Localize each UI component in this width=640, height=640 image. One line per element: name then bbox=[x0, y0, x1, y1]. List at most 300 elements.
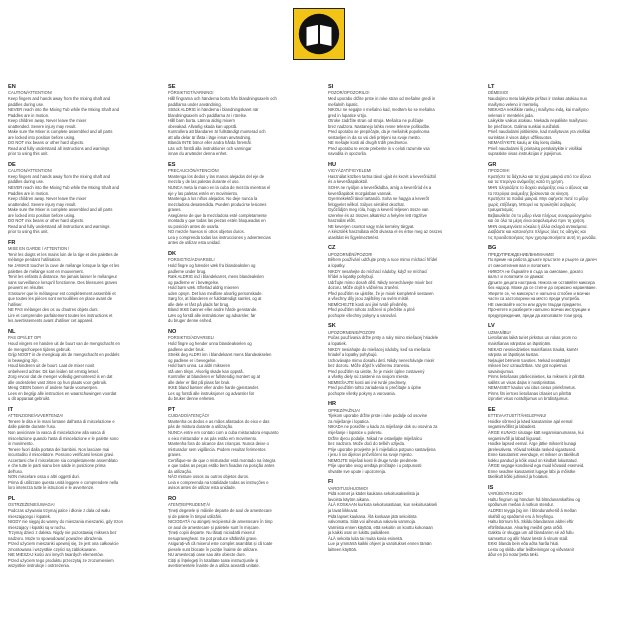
warning-text-line: e que todas as peças estão bem fixadas na posição antes bbox=[168, 463, 275, 469]
warning-text-line: mieszający i łopatki są w ruchu. bbox=[8, 524, 66, 530]
warning-text-line: Ræk ALDRIG ind i blandekarret, mens blandeakslen bbox=[168, 274, 264, 280]
warning-text-line: Læs og forstå alle instruktioner og advarsler, før bbox=[168, 312, 256, 318]
warning-section-cz bbox=[328, 245, 476, 318]
warning-section-gr bbox=[488, 162, 636, 241]
warning-text-line: Kontrollera att blandaren är fullständigt monterad och bbox=[168, 129, 266, 135]
warning-text-line: Meng GEEN bonen of andere harde voorwerpen. bbox=[8, 385, 99, 391]
warning-text-line: Paddles are in motion. bbox=[8, 190, 50, 196]
warning-text-line: ÄLÄ sekoita luita tai muita kovia esineitä. bbox=[328, 535, 404, 541]
language-code: PT bbox=[168, 406, 176, 413]
warning-text-line: Hold fingre og hender unna blandeakselen og bbox=[168, 340, 252, 346]
warning-text-line: NON miscelare ossa o altri oggetti duri. bbox=[8, 474, 81, 480]
warning-text-line: vārpsta un lāpstiņas kustas. bbox=[488, 352, 540, 358]
warning-text-line: täielikult kõiki juhiseid ja hoiatusi. bbox=[488, 474, 549, 480]
warning-text-line: Make sure the Mixer is complete assembled and all parts bbox=[8, 207, 113, 213]
warning-text-line: Κρατήστε τα δάχτυλα και τα χέρια μακριά από τον άξονα bbox=[488, 173, 591, 179]
warning-title: UZMANĪBU! bbox=[488, 329, 511, 335]
language-code: ES bbox=[168, 161, 176, 168]
warning-text-line: felügyelet nélkül. Súlyos sérülést okozhat. bbox=[328, 201, 405, 207]
warning-section-it bbox=[8, 407, 156, 491]
warning-title: FORSIGTIG/ADVARSEL! bbox=[168, 257, 215, 263]
warning-text-line: Prije uporabe ovog uređaja pročitajte i u potpunosti bbox=[328, 463, 422, 469]
warning-text-line: Tenir les enfants à distance. Ne jamais laisser le mélangeur bbox=[8, 274, 118, 280]
warning-text-line: surinktas ir visos dalys užfiksuotos. bbox=[488, 134, 553, 140]
warning-text-line: mikseri bez uzraudzības. Var gūt nopietnus bbox=[488, 363, 568, 369]
warning-text-line: ÄLÄ KOSKAAN kurkota sekoitusastiaan, kun sekoitusakseli bbox=[328, 502, 438, 508]
warning-text-line: Tenir les doigts et les mains loin de la tige et des palettes de bbox=[8, 251, 119, 257]
warning-text-line: eje y las paletas estén en movimiento. bbox=[168, 190, 239, 196]
warning-text-line: Asegúrese de que la mezcladora esté completamente bbox=[168, 212, 267, 218]
warning-text-line: Neļaujiet bērniem tuvoties. Nekad neatstājiet bbox=[488, 357, 570, 363]
warning-text-line: padlene under bruk. bbox=[168, 346, 205, 352]
warning-text-line: Gakktu úr skugga um að blandarinn sé að fullu bbox=[488, 530, 574, 536]
warning-text-line: ja kaikki osat on lukittu paikalleen. bbox=[328, 530, 391, 536]
warning-text-line: Hold barn unna. La aldri mikseren bbox=[168, 363, 231, 369]
warning-text-line: segamisvõll ja labad liiguvad. bbox=[488, 435, 542, 441]
warning-text-line: Během používání udržujte prsty a ruce mimo míchací hřídel bbox=[328, 257, 438, 263]
warning-text-line: skaftið og spaðarnir eru á hreyfingu. bbox=[488, 513, 555, 519]
warning-text-line: Țineți copiii departe. Nu lăsați niciodată mixerul bbox=[168, 530, 255, 536]
warning-title: ATENȚIE/PRUDENȚĂ! bbox=[168, 502, 211, 508]
warning-text-line: Kontroller at blanderen er fullstendig montert og at bbox=[168, 374, 261, 380]
warning-section-fr bbox=[8, 240, 156, 324]
warning-text-line: shvatite sve upute i upozorenja. bbox=[328, 468, 387, 474]
warning-title: VAROITUS/HUOMIO! bbox=[328, 485, 369, 491]
warning-section-es bbox=[168, 162, 316, 246]
warning-text-line: Przed użyciem tego produktu przeczytaj ze zrozumieniem bbox=[8, 557, 114, 563]
warning-text-line: navodila in opozorila. bbox=[328, 151, 367, 157]
warning-text-line: Pidä lapset kaukana. Älä koskaan jätä sekoitinta bbox=[328, 513, 417, 519]
warning-text-line: wszystkie instrukcje i ostrzeżenia. bbox=[8, 563, 70, 569]
warning-text-line: Gyermekektől távol tartandó. Soha ne hagyja a keverőt bbox=[328, 196, 429, 202]
warning-text-line: Pred použitím sa uistite, že je mixér úplne zostavený bbox=[328, 368, 425, 374]
warning-text-line: uden opsyn. Det kan medføre alvorlig personskade. bbox=[168, 290, 263, 296]
warning-section-en bbox=[8, 84, 156, 157]
warning-text-line: Grijp NOOIT in de mengkuip als de mengschacht en peddels bbox=[8, 352, 120, 358]
warning-text-line: Håll fingrarna och händerna borta från blandningsaxeln och bbox=[168, 95, 277, 101]
warning-title: FORSIKTIG/ADVARSEL! bbox=[168, 335, 215, 341]
warning-text-line: NU amestecați oase sau alte obiecte dure. bbox=[168, 552, 246, 558]
warning-text-line: nesupravegheat. Se pot produce vătămări grave. bbox=[168, 535, 258, 541]
warning-text-line: Před použitím se ujistěte, že je mixér kompletně sestaven bbox=[328, 290, 434, 296]
language-code: SE bbox=[168, 84, 176, 90]
warning-text-line: Blanda INTE bönor eller andra hårda föremål. bbox=[168, 140, 252, 146]
warning-text-line: Lue ja ymmärrä kaikki ohjeet ja varoitukset ennen tämän bbox=[328, 541, 432, 547]
warning-text-line: ALDREI teygja þig inn í blöndunarkerið á meðan bbox=[488, 507, 577, 513]
warning-title: POZOR/OPOZORILO! bbox=[328, 90, 370, 96]
warning-text-line: és a keverőlapátoktól. bbox=[328, 179, 369, 185]
language-code: HU bbox=[328, 161, 337, 168]
warning-text-line: Keep fingers and hands away from the mixing shaft and bbox=[8, 173, 111, 179]
warning-text-line: SOHA ne nyúljon a keverőkádba, amíg a keverőrúd és a bbox=[328, 185, 432, 191]
warning-text-line: Bland IKKE bønner eller andre hårde genstande. bbox=[168, 307, 258, 313]
warning-text-line: Κρατήστε τα παιδιά μακριά. Μην αφήνετε ποτέ το μίξερ bbox=[488, 196, 589, 202]
warning-text-line: alle deler er låst på plass før bruk. bbox=[168, 379, 231, 385]
warning-text-line: τις προειδοποιήσεις πριν χρησιμοποιήσετε αυτή τη μονάδα. bbox=[488, 234, 597, 240]
warning-text-line: dozoru. Může dojít k vážnému zranění. bbox=[328, 285, 400, 291]
warning-text-line: ÄRGE KUNAGI sirutage kätt segamisanumasse, kui bbox=[488, 430, 584, 436]
warning-text-line: da utilização. bbox=[168, 468, 193, 474]
warning-text-line: Houd vingers en handen uit de buurt van de mengschacht en bbox=[8, 340, 120, 346]
warning-text-line: EKKI blanda bein eða aðra harða hluti. bbox=[488, 541, 560, 547]
warning-text-line: Med uporabo držite prste in roke stran od mešalne gredi in bbox=[328, 95, 436, 101]
warning-text-line: i jesu li svi dijelovi pričvršćeni na svoje mjesto. bbox=[328, 452, 413, 458]
warning-section-ee bbox=[488, 407, 636, 480]
warning-text-line: Accertarsi che il miscelatore sia completamente assemblato bbox=[8, 457, 118, 463]
warning-text-line: Otroke zadržite stran od stroja. Mešalca ne puščajte bbox=[328, 118, 424, 124]
language-code: IT bbox=[8, 406, 14, 413]
warning-section-pl bbox=[8, 496, 156, 569]
warning-text-line: NE keverjen csontot vagy más kemény tárgyat. bbox=[328, 223, 415, 229]
language-code: FI bbox=[328, 479, 334, 486]
warning-text-line: Uchovávajte mimo dosahu detí. Nikdy nenechávajte mixér bbox=[328, 357, 435, 363]
warning-text-line: Leia e compreenda na totalidade todas as instruções e bbox=[168, 479, 269, 485]
warning-text-line: NUNCA meta la mano en la cuba de mezcla mientras el bbox=[168, 185, 271, 191]
warning-text-line: supraskite visas instrukcijas ir įspėjimus. bbox=[488, 151, 563, 157]
warning-text-line: que toutes les pièces sont verrouillées en place avant de bbox=[8, 296, 113, 302]
warning-text-line: NE PAS mélanger des os ou d'autres objets durs. bbox=[8, 307, 99, 313]
language-code: EE bbox=[488, 406, 496, 413]
warning-title: FÖRSIKTIGT/VARNING! bbox=[168, 90, 214, 96]
warning-text-line: Hoidke sõrmed ja käed kasutamise ajal eemal bbox=[488, 418, 573, 424]
warning-text-line: Lire et comprendre parfaitement toutes les instructions et bbox=[8, 312, 113, 318]
warning-text-line: Mantenga los dedos y las manos alejados del eje de bbox=[168, 173, 265, 179]
language-code: DK bbox=[168, 251, 177, 258]
warning-text-line: DO NOT mix beans or other hard objects. bbox=[8, 218, 85, 224]
warning-text-line: prior to using this unit. bbox=[8, 151, 49, 157]
warning-text-line: Tenere le dita e le mani lontane dall'asta di miscelazione e bbox=[8, 418, 115, 424]
warning-text-line: Keep fingers and hands away from the mixing shaft and bbox=[8, 95, 111, 101]
warning-text-line: По време на работа дръжте пръстите и ръцете си далеч bbox=[488, 257, 597, 263]
warning-text-line: og padlene er i bevegelse. bbox=[168, 357, 217, 363]
warning-text-line: incustodito il miscelatore. Possono verificarsi lesioni gravi. bbox=[8, 452, 115, 458]
warning-text-line: от смесителния вал и лопатките. bbox=[488, 262, 552, 268]
language-code: GR bbox=[488, 161, 497, 168]
warning-text-line: lavoista käytön aikana. bbox=[328, 496, 370, 502]
warning-text-line: NE mešajte kosti ali drugih trdih predmetov. bbox=[328, 140, 408, 146]
language-column-4 bbox=[488, 84, 636, 563]
language-code: PL bbox=[8, 496, 16, 503]
warning-section-fi bbox=[328, 479, 476, 552]
warning-text-line: Varmista ennen käyttöä, että sekoitin on koottu kokonaan bbox=[328, 524, 433, 530]
warning-text-line: de mengschoepen tijdens gebruik. bbox=[8, 346, 71, 352]
warning-text-line: järelevalveta. Võivad tekkida rasked vigastused. bbox=[488, 446, 577, 452]
warning-text-line: Citiți și înțelegeți în totalitate toate instrucțiunile și bbox=[168, 557, 259, 563]
warning-text-line: Prima di utilizzare questa unità leggere e comprendere nella bbox=[8, 479, 119, 485]
book-spine bbox=[318, 24, 320, 44]
warning-text-line: Naudojimo metu laikykite pirštus ir rankas atokiau nuo bbox=[488, 95, 587, 101]
warning-text-line: NICIODATĂ nu atingeți recipientul de amestecare în timp bbox=[168, 519, 273, 525]
warning-text-line: Paddles are in motion. bbox=[8, 112, 50, 118]
warning-title: MISE EN GARDE / ATTENTION ! bbox=[8, 246, 70, 252]
warning-text-line: NEMAISIET kaulus vai citus cietus priekšmetus. bbox=[488, 385, 576, 391]
warning-text-line: blandningsaxeln och paddlarna är i rörelse. bbox=[168, 112, 248, 118]
warning-text-line: avertismentele înainte de a utiliza această unitate. bbox=[168, 563, 260, 569]
warning-text-line: unattended. Severe injury may result. bbox=[8, 201, 77, 207]
warning-text-line: dalle palette durante l'uso. bbox=[8, 424, 57, 430]
warning-text-line: Podczas używania trzymaj palce i dłonie z dala od wału bbox=[8, 507, 110, 513]
warning-text-line: Haltu fingrum og höndum frá blöndunarskaftinu og bbox=[488, 496, 580, 502]
warning-text-line: Håll barn borta. Lämna aldrig mixern bbox=[168, 118, 235, 124]
language-code: EN bbox=[8, 84, 16, 90]
warning-text-line: NEVER reach into the Mixing Tub while the Mixing Shaft and bbox=[8, 185, 120, 191]
warning-title: ETTEVAATUST/TÄHELEPANU! bbox=[488, 413, 547, 419]
warning-text-line: Enne seadme kasutamist lugege läbi ja mõistke bbox=[488, 468, 576, 474]
language-column-2 bbox=[168, 84, 316, 574]
warning-text-line: Prije uporabe provjerite je li miješalica potpuno sastavljena bbox=[328, 446, 436, 452]
warning-text-line: ΜΗΝ αναμειγνύετε κόκαλα ή άλλα σκληρά αντικείμενα. bbox=[488, 223, 588, 229]
language-column-3 bbox=[328, 84, 476, 557]
warning-title: PRECAUCIÓN/ATENCIÓN! bbox=[168, 168, 219, 174]
warning-text-line: Дръжте децата настрана. Никога не оставяйте миксера bbox=[488, 279, 595, 285]
warning-text-line: sans surveillance lorsqu'il fonctionne. Des blessures graves bbox=[8, 279, 118, 285]
warning-text-line: Prieš naudodami įsitikinkite, kad maišytuvas yra visiškai bbox=[488, 129, 591, 135]
warning-text-line: NÃO misture ossos ou outros objetos duros. bbox=[168, 474, 250, 480]
language-code: IS bbox=[488, 484, 494, 491]
warning-text-line: használat előtt. bbox=[328, 218, 356, 224]
warning-text-line: graves. bbox=[168, 452, 182, 458]
language-code: FR bbox=[8, 239, 16, 246]
read-manual-warning-icon bbox=[293, 8, 345, 60]
warning-text-line: alle dele er låst på plads før brug. bbox=[168, 301, 230, 307]
warning-text-line: are locked into position before using. bbox=[8, 212, 76, 218]
warning-text-line: Lestu og skildu allar leiðbeiningar og viðvaranir bbox=[488, 546, 575, 552]
warning-text-line: palettes de mélange sont en mouvement. bbox=[8, 268, 84, 274]
warning-text-line: hřídel a lopatky pohybují. bbox=[328, 274, 375, 280]
warning-text-line: pochopte všechny pokyny a varování. bbox=[328, 312, 398, 318]
warning-text-line: Mantenha os dedos e as mãos afastados do eixo e das bbox=[168, 418, 270, 424]
warning-text-line: Tijekom uporabe držite prste i ruke podalje od osovine bbox=[328, 413, 428, 419]
warning-text-line: l'utiliser. bbox=[8, 301, 23, 307]
warning-text-line: montada y que todas las piezas estén bloqueadas en bbox=[168, 218, 266, 224]
warning-text-line: Non avvicinare la vasca di miscelazione alla vasca di bbox=[8, 430, 106, 436]
warning-text-line: izprotiet visus norādījumus un brīdinājumus. bbox=[488, 396, 569, 402]
warning-text-line: unattended. Severe injury may result. bbox=[8, 123, 77, 129]
warning-section-lt bbox=[488, 84, 636, 157]
language-code: SK bbox=[328, 323, 336, 330]
warning-text-line: hriadeľ a lopatky pohybujú. bbox=[328, 352, 378, 358]
warning-title: VIGYÁZAT/FIGYELEM! bbox=[328, 168, 372, 174]
warning-text-line: Keep children away. Never leave the mixer bbox=[8, 196, 87, 202]
warning-text-line: alle onderdelen vast zitten op hun plaats voor gebruik. bbox=[8, 379, 108, 385]
warning-text-line: Pidä sormet ja kädet kaukana sekoitusakselista ja bbox=[328, 491, 420, 497]
warning-text-line: S'assurer que le mélangeur est complètement assemblé et bbox=[8, 290, 116, 296]
warning-text-line: valvomatta. Siitä voi aiheutua vakavia vammoja. bbox=[328, 519, 417, 525]
warning-text-line: Pred použitím tohto zariadenia si prečítajte a úplne bbox=[328, 385, 422, 391]
warning-text-line: Használat közben tartsa távol ujjait és kezét a keverőrúdtól bbox=[328, 173, 436, 179]
language-code: LV bbox=[488, 323, 495, 330]
warning-text-line: piesele sunt blocate în poziție înainte de utilizare. bbox=[168, 546, 259, 552]
warning-section-is bbox=[488, 485, 636, 558]
warning-text-line: τα πτερύγια ανάμειξης βρίσκονται σε κίνηση. bbox=[488, 190, 570, 196]
warning-text-line: zmontowana i wszystkie części są zablokowane. bbox=[8, 546, 97, 552]
warning-text-line: mieszającego i łopatek. bbox=[8, 513, 52, 519]
warning-section-pt bbox=[168, 407, 316, 491]
warning-text-line: NIKDY nesahejte do míchací nádoby, když se míchací bbox=[328, 268, 428, 274]
warning-text-line: Asigurați-vă că mixerul este complet asamblat și că toate bbox=[168, 541, 273, 547]
language-column-1 bbox=[8, 84, 156, 574]
warning-title: DĖMESIO! bbox=[488, 90, 509, 96]
warning-text-line: DO NOT mix beans or other hard objects. bbox=[8, 140, 85, 146]
warning-text-line: Lietošanas laikā turiet pirkstus un rokas prom no bbox=[488, 335, 577, 341]
warning-text-line: obevakad. Allvarlig skada kan uppstå. bbox=[168, 123, 238, 129]
warning-title: VARÚÐ/ATHUGIÐ! bbox=[488, 491, 523, 497]
warning-text-line: Pred uporabo se prepričajte, da je mešalnik popolnoma bbox=[328, 129, 430, 135]
warning-text-line: Držite djecu podalje. Nikad ne ostavljajte miješalicu bbox=[328, 435, 422, 441]
warning-section-ro bbox=[168, 496, 316, 569]
warning-text-line: eftirlitslausan. Alvarleg meiðsl geta orðið. bbox=[488, 524, 564, 530]
warning-text-line: NO mezcle huesos ni otros objetos duros. bbox=[168, 229, 245, 235]
warning-text-line: Уверете се, че миксерът е напълно сглобен и всички bbox=[488, 290, 590, 296]
warning-text-line: kokku pandud ja kõik osad on kindlalt lukustatud. bbox=[488, 457, 578, 463]
warning-text-line: áður en þú notar þetta tæki. bbox=[488, 552, 539, 558]
warning-text-line: Pirms šīs ierīces lietošanas izlasiet un pilnībā bbox=[488, 390, 572, 396]
warning-text-line: предупреждения, преди да използвате този уред. bbox=[488, 312, 584, 318]
warning-text-line: graves. bbox=[168, 207, 182, 213]
warning-text-line: Certifique-se de que o misturador está montado na íntegra bbox=[168, 457, 276, 463]
language-code: LT bbox=[488, 84, 495, 90]
warning-text-line: miješanje i lopatice u pokretu. bbox=[328, 430, 383, 436]
warning-text-line: savainojumus. bbox=[488, 368, 515, 374]
warning-title: ΠΡΟΣΟΧΗ! bbox=[488, 168, 510, 174]
warning-text-line: și de palete în timpul utilizării. bbox=[168, 513, 223, 519]
warning-text-line: paddles during use. bbox=[8, 101, 45, 107]
language-code: NL bbox=[8, 329, 16, 335]
warning-text-line: mešalnih lopatic. bbox=[328, 101, 359, 107]
warning-text-line: без надзор. Може да се стигне до сериозно нараняване. bbox=[488, 285, 597, 291]
warning-text-line: Mantenga a los niños alejados. No deje nunca la bbox=[168, 196, 258, 202]
warning-text-line: segamisvõllist ja labadest. bbox=[488, 424, 537, 430]
warning-text-line: innan du använder denna enhet. bbox=[168, 151, 228, 157]
warning-text-line: szerelve és az összes alkatrész a helyére lett rögzítve bbox=[328, 212, 427, 218]
warning-text-line: ΜΗΝ πλησιάζετε το δοχείο ανάμειξης ενώ ο άξονας και bbox=[488, 185, 589, 191]
warning-text-line: Prieš naudodami šį prietaisą perskaitykite ir visiškai bbox=[488, 145, 583, 151]
warning-text-line: paddles during use. bbox=[8, 179, 45, 185]
language-code: HR bbox=[328, 401, 337, 408]
warning-text-line: Keep children away. Never leave the mixer bbox=[8, 118, 87, 124]
manual-icon-graphic bbox=[294, 9, 344, 59]
warning-title: UPOZORNENIE/POZOR! bbox=[328, 329, 376, 335]
warning-text-line: Hold børn væk. Efterlad aldrig mixeren bbox=[168, 285, 239, 291]
warning-text-line: валът и лопатките се движат. bbox=[488, 274, 545, 280]
warning-section-nl bbox=[8, 329, 156, 402]
warning-text-line: att alla delar är låsta i läge innan användning. bbox=[168, 134, 252, 140]
warning-text-line: Před použitím tohoto zařízení si přečtěte a plně bbox=[328, 307, 415, 313]
warning-text-line: avisos antes de utilizar esta unidade. bbox=[168, 485, 236, 491]
warning-text-line: o eixo misturador e as pás estão em movimento. bbox=[168, 435, 258, 441]
warning-section-sk bbox=[328, 323, 476, 396]
warning-text-line: a všetky diely sú zaistené na svojom mieste. bbox=[328, 374, 410, 380]
warning-text-line: pás de mistura durante a utilização. bbox=[168, 424, 234, 430]
warning-text-line: NIEKADA nekiškite rankų į maišymo indą, kai maišymo bbox=[488, 107, 589, 113]
warning-text-line: Sørg for, at blanderen er fuldstændigt samlet, og at bbox=[168, 296, 262, 302]
warning-text-line: a všechny díly jsou zajištěny na svém místě. bbox=[328, 296, 410, 302]
warning-section-hr bbox=[328, 401, 476, 474]
warning-text-line: velenas ir mentelės juda. bbox=[488, 112, 534, 118]
warning-title: ATTENZIONE/AVVERTENZA! bbox=[8, 413, 64, 419]
warning-text-line: NEMÍCHEJTE kosti ani jiné tvrdé předměty. bbox=[328, 301, 408, 307]
warning-text-line: mélange pendant l'utilisation. bbox=[8, 257, 62, 263]
warning-text-line: prior to using this unit. bbox=[8, 229, 49, 235]
warning-text-line: za miješanje i lopatica. bbox=[328, 418, 370, 424]
warning-text-line: dell'uso. bbox=[8, 468, 24, 474]
warning-text-line: Läs och förstå alla instruktioner och varningar bbox=[168, 145, 252, 151]
warning-text-line: gred in lopatice vrtijo. bbox=[328, 112, 368, 118]
warning-section-se bbox=[168, 84, 316, 157]
warning-title: CUIDADO/ATENÇÃO! bbox=[168, 413, 209, 419]
language-code: DE bbox=[8, 161, 16, 168]
warning-text-line: les avertissements avant d'utiliser cet appareil. bbox=[8, 318, 94, 324]
warning-text-line: maišymo veleno ir mentelių. bbox=[488, 101, 540, 107]
warning-text-line: stå uten tilsyn. Alvorlig skade kan oppstå. bbox=[168, 368, 244, 374]
warning-text-line: og padlerne er i bevægelse. bbox=[168, 279, 220, 285]
warning-text-line: NIKADA ne posežite u kadu za miješanje dok su osovina za bbox=[328, 424, 438, 430]
warning-text-line: Zorg ervoor dat de menger volledig gemonteerd is en dat bbox=[8, 374, 113, 380]
warning-text-line: NEMIEŠAJTE kosti ani iné tvrdé predmety. bbox=[328, 379, 407, 385]
warning-text-line: Udržujte mimo dosah dětí. Nikdy nenechávejte mixér bez bbox=[328, 279, 433, 285]
warning-text-line: loro interezza tutte le istruzioni e le avvertenze. bbox=[8, 485, 95, 491]
warning-text-line: du bruker denne enheten. bbox=[168, 396, 216, 402]
warning-text-line: Hold fingre og hænder væk fra blandeakslen og bbox=[168, 262, 256, 268]
warning-title: PAS OP!/LET OP! bbox=[8, 335, 42, 341]
language-code: CZ bbox=[328, 245, 336, 252]
warning-title: ПРЕДУПРЕЖДЕНИЕ/ВНИМАНИЕ! bbox=[488, 251, 555, 257]
language-code: NO bbox=[168, 329, 177, 335]
warning-text-line: su posición antes de usarla. bbox=[168, 223, 220, 229]
warning-text-line: peuvent en résulter. bbox=[8, 285, 45, 291]
warning-text-line: Przed użyciem mieszanki upewnij się, że jest ona całkowicie bbox=[8, 541, 119, 547]
book-right-page bbox=[320, 25, 332, 46]
warning-text-line: NIKDY nesiahajte do miešacej nádoby, keď sa miešacia bbox=[328, 346, 431, 352]
warning-section-de bbox=[8, 162, 156, 235]
warning-title: OSTRZEŻENIE/UWAGA! bbox=[8, 502, 55, 508]
warning-text-line: Trzymaj dzieci z daleka. Nigdy nie pozostawiaj miksera bez bbox=[8, 530, 117, 536]
warning-text-line: u dit apparaat gebruikt. bbox=[8, 396, 51, 402]
warning-text-line: Mantenha fora do alcance das crianças. Nunca deixe o bbox=[168, 441, 269, 447]
warning-text-line: NEKAD nesniedzieties maisīšanas traukā, kamēr bbox=[488, 346, 579, 352]
warning-text-line: χωρίς επίβλεψη. Μπορεί να προκληθεί σοβαρός bbox=[488, 201, 576, 207]
warning-text-line: paddlarna under användning. bbox=[168, 101, 222, 107]
warning-text-line: ÄRGE segage kondiseid ega muid kõvasid esemeid. bbox=[488, 463, 585, 469]
warning-text-line: utasítást és figyelmeztetést. bbox=[328, 234, 380, 240]
warning-text-line: NEMOJTE miješati kosti ili druge tvrde predmete. bbox=[328, 457, 419, 463]
warning-text-line: in beweging zijn. bbox=[8, 357, 39, 363]
warning-text-line: e che tutte le parti siano ben salde in posizione prima bbox=[8, 463, 106, 469]
warning-text-line: και τα πτερύγια ανάμειξης κατά τη χρήση. bbox=[488, 179, 564, 185]
book-left-page bbox=[307, 25, 319, 46]
warning-text-line: NEMAIŠYKITE kaulų ar kitų kietų daiktų. bbox=[488, 140, 563, 146]
warning-text-line: mezcladora desatendida. Pueden producirse lesiones bbox=[168, 201, 267, 207]
warning-text-line: padlerne under brug. bbox=[168, 268, 207, 274]
warning-text-line: Pred uporabo te enote preberite in v celoti razumite vsa bbox=[328, 145, 430, 151]
warning-text-line: Țineți degetele și mâinile departe de axul de amestecare bbox=[168, 507, 272, 513]
warning-text-line: mezcla y de las paletas durante el uso. bbox=[168, 179, 240, 185]
warning-text-line: spöðunum meðan á notkun stendur. bbox=[488, 502, 554, 508]
warning-text-line: A készülék használata előtt olvassa el és értse meg az összes bbox=[328, 229, 443, 235]
warning-text-line: Houd kinderen uit de buurt. Laat de mixer nooit bbox=[8, 363, 95, 369]
warning-text-line: salikts un visas daļas ir nostiprinātas. bbox=[488, 379, 557, 385]
warning-text-line: Les og forstå alle instruksjoner og advarsler før bbox=[168, 390, 255, 396]
warning-text-line: Sträck ALDRIG in händerna i blandningskaret när bbox=[168, 107, 259, 113]
warning-section-si bbox=[328, 84, 476, 157]
warning-text-line: IKKE bland bønner eller andre harde gjenstander. bbox=[168, 385, 260, 391]
warning-section-hu bbox=[328, 162, 476, 241]
warning-text-line: brez nadzora. Nastanejo lahko resne telesne poškodbe. bbox=[328, 123, 431, 129]
warning-text-line: a lopatiek. bbox=[328, 340, 347, 346]
warning-text-line: Ne JAMAIS toucher la cuve de mélange lorsque la tige et les bbox=[8, 262, 120, 268]
warning-text-line: bez nadzora. Može doći do teških ozljeda. bbox=[328, 441, 406, 447]
warning-text-line: Read and fully understand all instructions and warnings bbox=[8, 145, 110, 151]
